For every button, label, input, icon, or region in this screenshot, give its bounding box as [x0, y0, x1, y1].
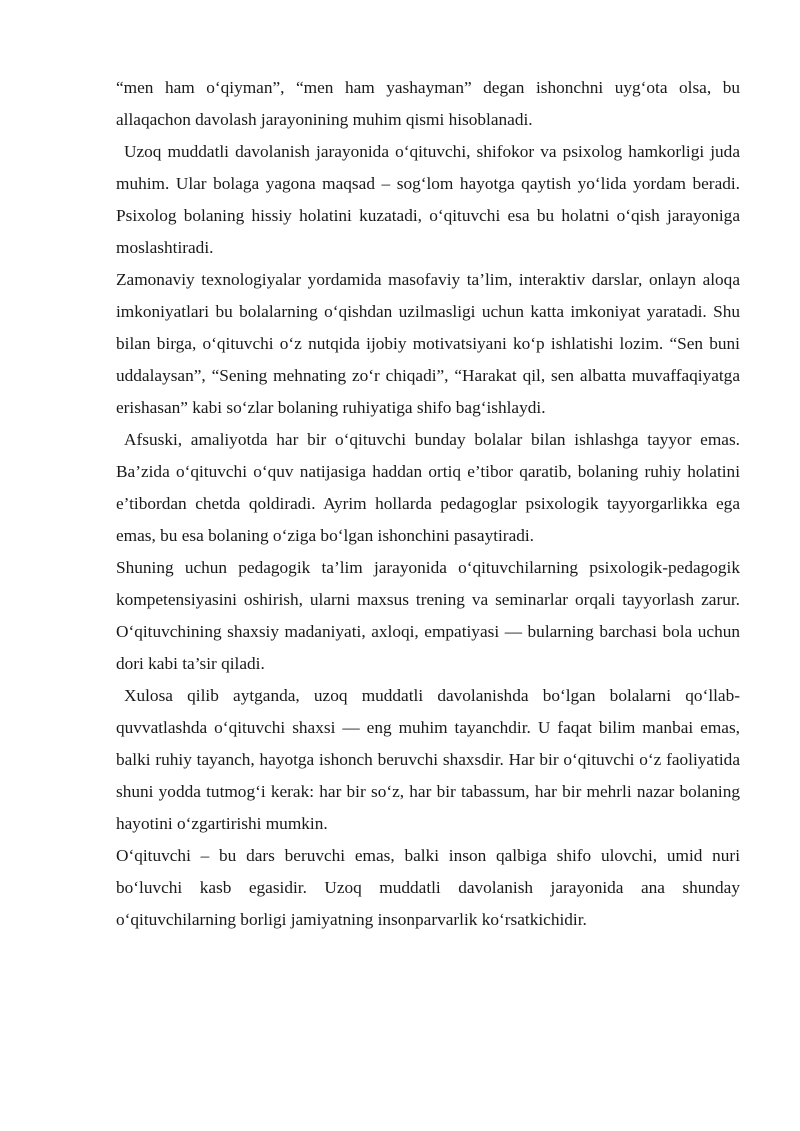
paragraph-1: “men ham o‘qiyman”, “men ham yashayman” degan ishonchni uyg‘ota olsa, bu allaqachon davolash jarayonining muhim qismi hisoblanadi. [116, 78, 740, 129]
paragraph-2: Uzoq muddatli davolanish jarayonida o‘qituvchi, shifokor va psixolog hamkorligi juda muhim. Ular bolaga yagona maqsad – sog‘lom hayotga qaytish yo‘lida yordam beradi. Psixolog bolaning hissiy holatini kuzatadi, o‘qituvchi esa bu holatni o‘qish jarayoniga moslashtiradi. [116, 142, 740, 257]
paragraph-4: Afsuski, amaliyotda har bir o‘qituvchi bunday bolalar bilan ishlashga tayyor emas. Ba’zida o‘qituvchi o‘quv natijasiga haddan ortiq e’tibor qaratib, bolaning ruhiy holatini e’tibordan chetda qoldiradi. Ayrim hollarda pedagoglar psixologik tayyorgarlikka ega emas, bu esa bolaning o‘ziga bo‘lgan ishonchini pasaytiradi. [116, 430, 740, 545]
body-text [116, 72, 740, 936]
paragraph-6: Xulosa qilib aytganda, uzoq muddatli davolanishda bo‘lgan bolalarni qo‘llab-quvvatlashda o‘qituvchi shaxsi — eng muhim tayanchdir. U faqat bilim manbai emas, balki ruhiy tayanch, hayotga ishonch beruvchi shaxsdir. Har bir o‘qituvchi o‘z faoliyatida shuni yodda tutmog‘i kerak: har bir so‘z, har bir tabassum, har bir mehrli nazar bolaning hayotini o‘zgartirishi mumkin. [116, 686, 740, 833]
paragraph-5: Shuning uchun pedagogik ta’lim jarayonida o‘qituvchilarning psixologik-pedagogik kompetensiyasini oshirish, ularni maxsus trening va seminarlar orqali tayyorlash zarur. O‘qituvchining shaxsiy madaniyati, axloqi, empatiyasi — bularning barchasi bola uchun dori kabi ta’sir qiladi. [116, 558, 740, 673]
paragraph-7: O‘qituvchi – bu dars beruvchi emas, balki inson qalbiga shifo ulovchi, umid nuri bo‘luvchi kasb egasidir. Uzoq muddatli davolanish jarayonida ana shunday o‘qituvchilarning borligi jamiyatning insonparvarlik ko‘rsatkichidir. [116, 846, 740, 929]
paragraph-3: Zamonaviy texnologiyalar yordamida masofaviy ta’lim, interaktiv darslar, onlayn aloqa imkoniyatlari bu bolalarning o‘qishdan uzilmasligi uchun katta imkoniyat yaratadi. Shu bilan birga, o‘qituvchi o‘z nutqida ijobiy motivatsiyani ko‘p ishlatishi lozim. “Sen buni uddalaysan”, “Sening mehnating zo‘r chiqadi”, “Harakat qil, sen albatta muvaffaqiyatga erishasan” kabi so‘zlar bolaning ruhiyatiga shifo bag‘ishlaydi. [116, 270, 740, 417]
